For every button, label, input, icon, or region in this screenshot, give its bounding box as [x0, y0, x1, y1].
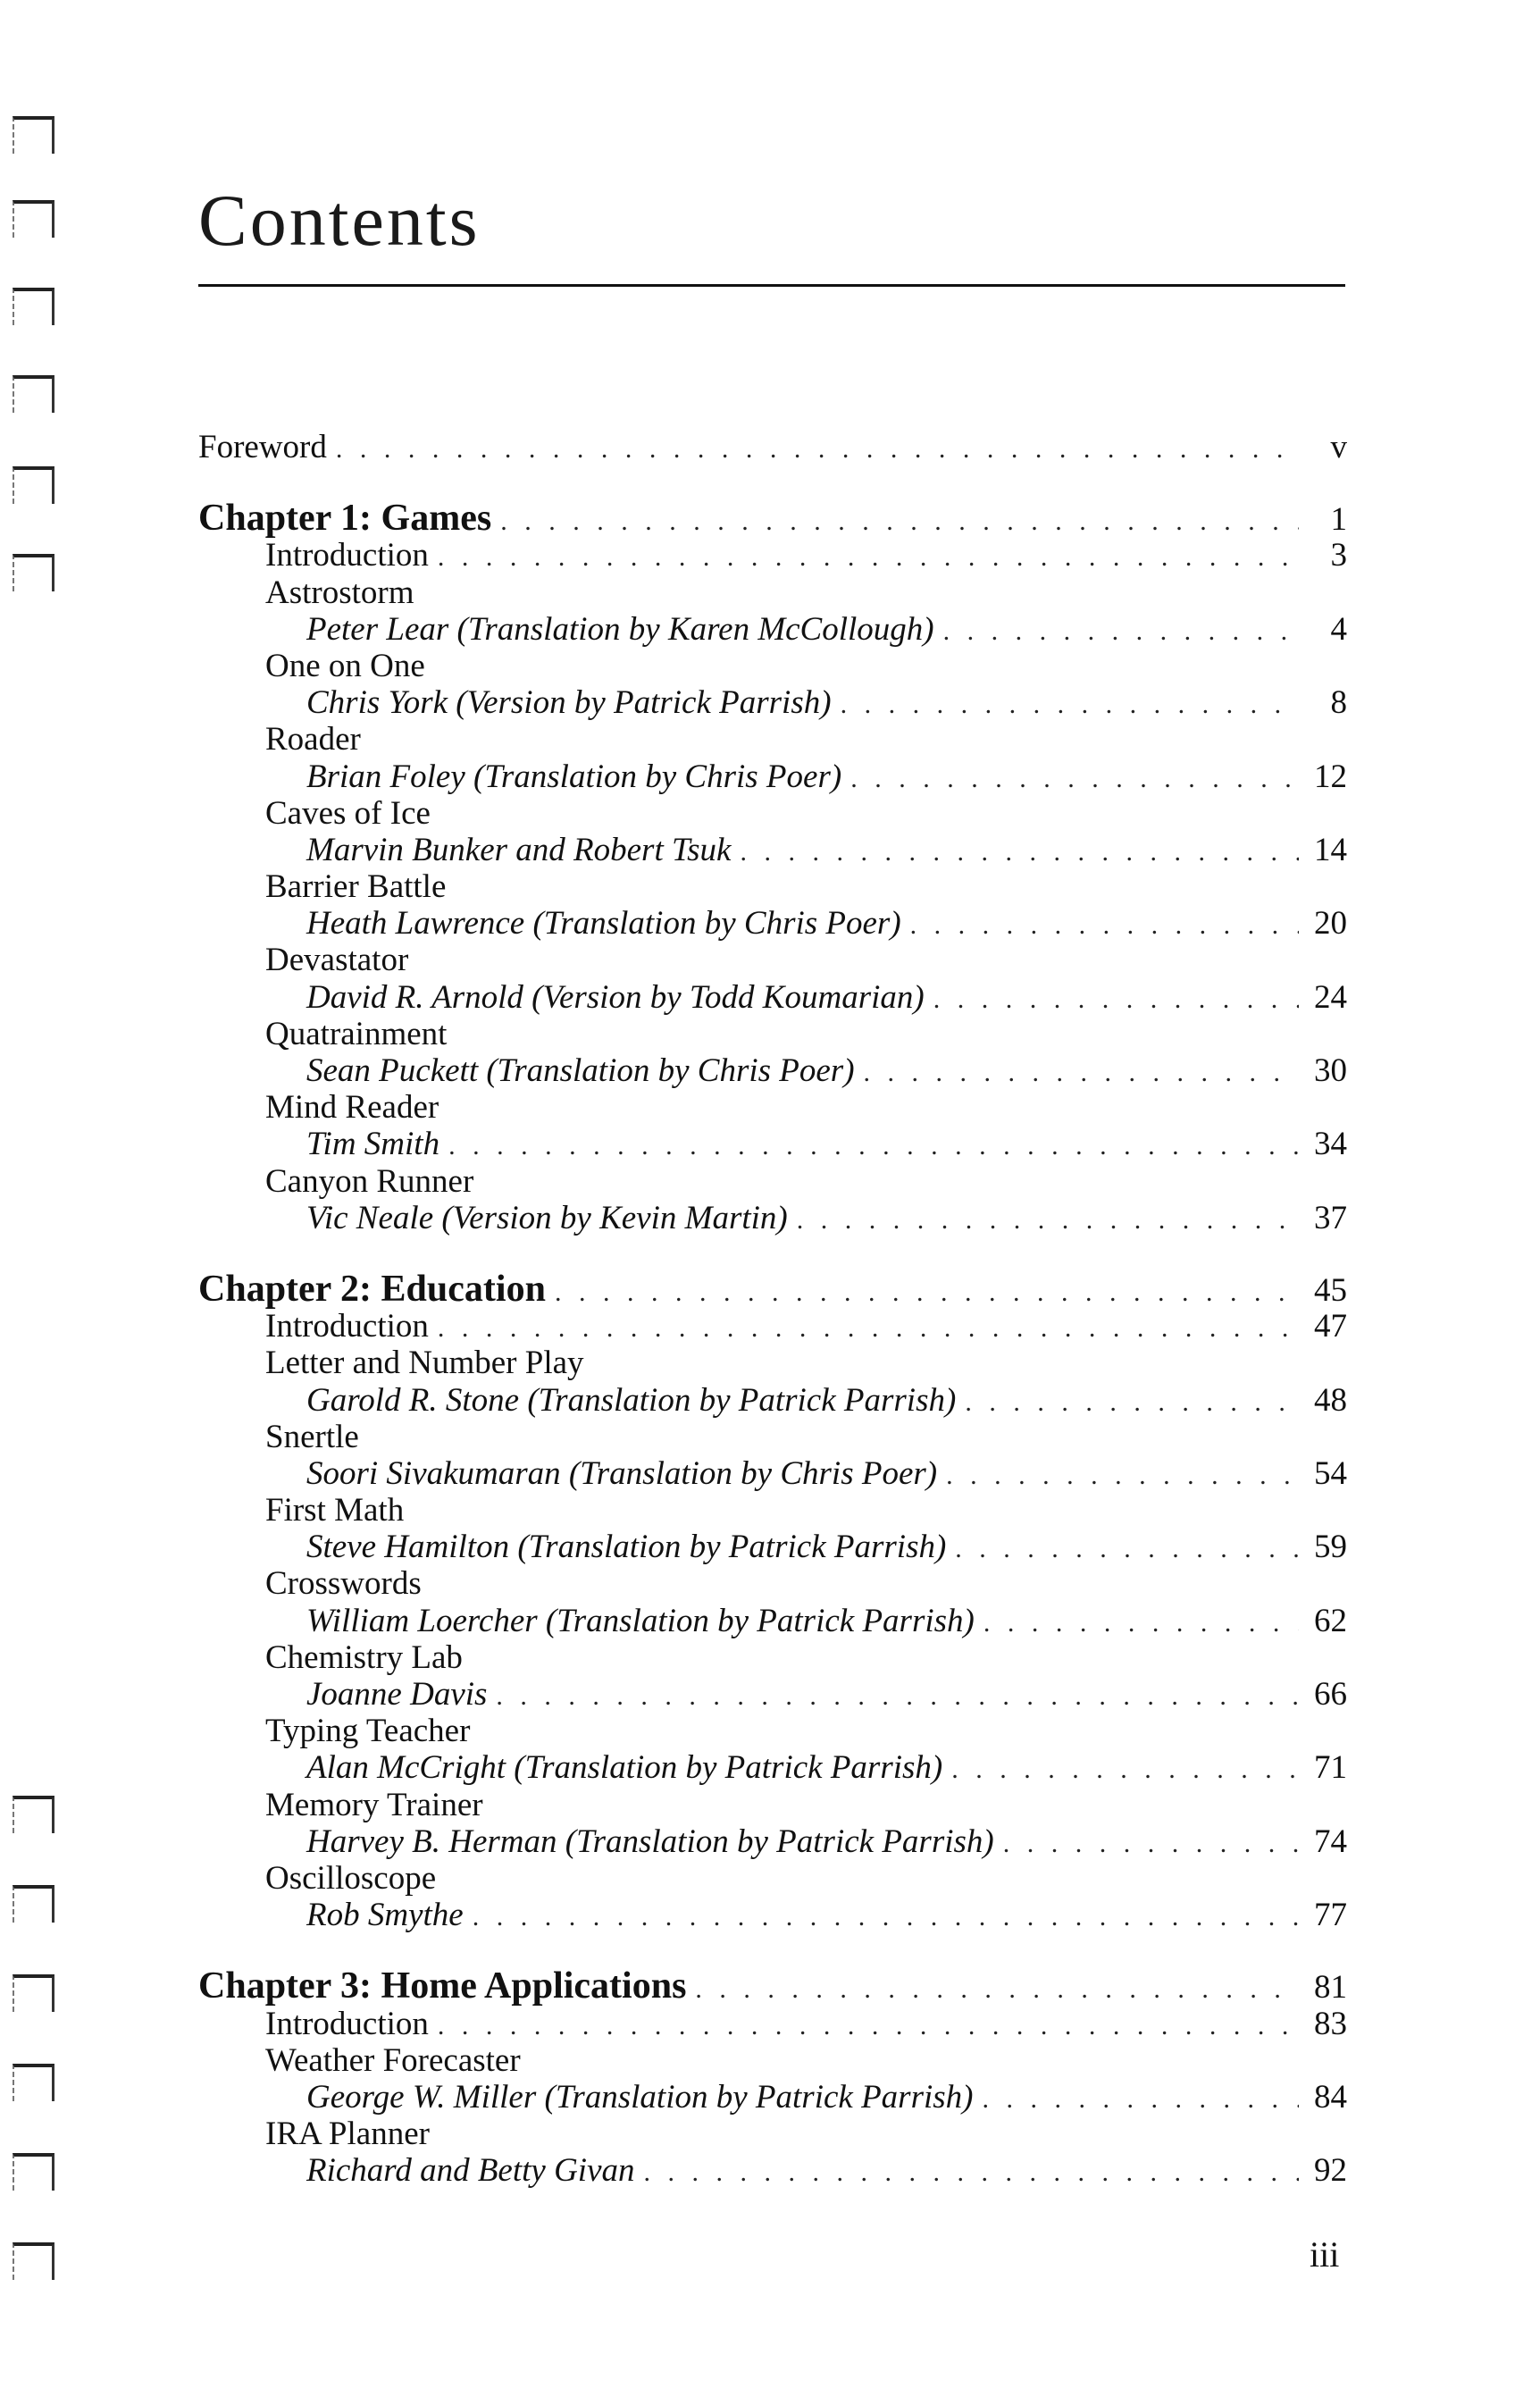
toc-program-entry	[198, 648, 1347, 684]
toc-entry-title: First Math	[265, 1492, 405, 1529]
toc-program-entry	[198, 1419, 1347, 1455]
toc-entry-title: Memory Trainer	[265, 1786, 483, 1823]
toc-entry-title: Peter Lear (Translation by Karen McCollough)	[306, 610, 934, 648]
dot-leader	[740, 834, 1299, 870]
dot-leader	[496, 1678, 1299, 1714]
toc-page-number: 24	[1314, 978, 1347, 1016]
toc-entry-title: Typing Teacher	[265, 1713, 471, 1750]
toc-program-entry	[198, 2116, 1347, 2152]
toc-page-number: 81	[1314, 1969, 1347, 2007]
toc-page-number: 48	[1314, 1381, 1347, 1419]
binding-mark	[13, 554, 54, 591]
toc-page-number: 54	[1314, 1454, 1347, 1492]
toc-author-entry	[198, 1455, 1347, 1492]
toc-author-entry	[198, 1200, 1347, 1236]
dot-leader	[336, 431, 1299, 467]
section-gap	[198, 1933, 1347, 1968]
toc-front-entry	[198, 429, 1347, 465]
toc-entry-title: Caves of Ice	[265, 794, 431, 832]
dot-leader	[910, 907, 1299, 943]
toc-author-entry	[198, 758, 1347, 795]
toc-entry-title: Devastator	[265, 942, 409, 979]
toc-program-entry	[198, 1565, 1347, 1602]
toc-program-entry	[198, 795, 1347, 832]
toc-entry-title: Roader	[265, 721, 361, 758]
toc-page-number: 83	[1314, 2005, 1347, 2042]
page-number: iii	[1310, 2234, 1340, 2275]
toc-entry-title: Heath Lawrence (Translation by Chris Poer)	[306, 905, 901, 943]
toc-entry-title: Steve Hamilton (Translation by Patrick Parrish)	[306, 1529, 947, 1566]
toc-entry-title: Sean Puckett (Translation by Chris Poer)	[306, 1052, 855, 1089]
dot-leader	[946, 1457, 1299, 1494]
toc-program-entry	[198, 1787, 1347, 1823]
page-title: Contents	[198, 180, 481, 261]
toc-page-number: 47	[1314, 1308, 1347, 1345]
toc-entry-title: Rob Smythe	[306, 1897, 464, 1934]
toc-page-number: 59	[1314, 1529, 1347, 1566]
toc-author-entry	[198, 2079, 1347, 2116]
section-gap	[198, 465, 1347, 500]
toc-entry-title: Tim Smith	[306, 1126, 440, 1163]
dot-leader	[448, 1127, 1299, 1164]
toc-program-entry	[198, 1860, 1347, 1897]
toc-author-entry	[198, 1126, 1347, 1162]
toc-page-number: 30	[1314, 1052, 1347, 1089]
dot-leader	[943, 613, 1299, 649]
toc-page-number: 12	[1314, 758, 1347, 795]
toc-entry-title: Letter and Number Play	[265, 1345, 584, 1382]
toc-author-entry	[198, 1676, 1347, 1713]
toc-program-entry	[198, 721, 1347, 758]
toc-page-number: 77	[1314, 1897, 1347, 1934]
dot-leader	[983, 1605, 1299, 1641]
dot-leader	[841, 686, 1299, 723]
toc-entry-title: Mind Reader	[265, 1089, 439, 1127]
toc-author-entry	[198, 1529, 1347, 1565]
toc-entry-title: Weather Forecaster	[265, 2041, 521, 2079]
dot-leader	[955, 1530, 1299, 1567]
toc-section-entry	[198, 1308, 1347, 1345]
toc-chapter-entry	[198, 1965, 1347, 2007]
toc-author-entry	[198, 1603, 1347, 1639]
toc-entry-title: Crosswords	[265, 1565, 422, 1603]
binding-mark	[13, 375, 54, 413]
toc-entry-title: Marvin Bunker and Robert Tsuk	[306, 831, 732, 868]
toc-entry-title: Garold R. Stone (Translation by Patrick Parrish)	[306, 1381, 957, 1419]
toc-author-entry	[198, 684, 1347, 721]
toc-program-entry	[198, 574, 1347, 611]
dot-leader	[864, 1054, 1299, 1091]
binding-mark	[13, 466, 54, 504]
toc-page-number: 1	[1330, 501, 1347, 539]
toc-author-entry	[198, 1382, 1347, 1419]
toc-author-entry	[198, 979, 1347, 1016]
toc-entry-title: Foreword	[198, 429, 327, 465]
toc-program-entry	[198, 1345, 1347, 1381]
toc-page-number: 74	[1314, 1822, 1347, 1860]
table-of-contents	[198, 429, 1347, 2189]
toc-entry-title: Chapter 2: Education	[198, 1268, 546, 1310]
binding-mark	[13, 116, 54, 154]
toc-program-entry	[198, 1492, 1347, 1529]
toc-program-entry	[198, 942, 1347, 978]
toc-entry-title: Chapter 3: Home Applications	[198, 1965, 687, 2007]
toc-section-entry	[198, 2006, 1347, 2042]
toc-page-number: 66	[1314, 1676, 1347, 1713]
binding-mark	[13, 2153, 54, 2191]
toc-author-entry	[198, 1749, 1347, 1786]
section-gap	[198, 1236, 1347, 1271]
dot-leader	[555, 1274, 1299, 1311]
toc-entry-title: IRA Planner	[265, 2116, 430, 2153]
dot-leader	[438, 2007, 1299, 2044]
toc-page-number: 34	[1314, 1126, 1347, 1163]
toc-entry-title: Introduction	[265, 2005, 429, 2042]
toc-entry-title: One on One	[265, 647, 425, 684]
toc-page-number: 20	[1314, 905, 1347, 943]
dot-leader	[695, 1971, 1299, 2007]
dot-leader	[982, 2081, 1299, 2117]
dot-leader	[438, 539, 1299, 575]
toc-entry-title: William Loercher (Translation by Patrick Parrish)	[306, 1602, 975, 1639]
toc-program-entry	[198, 1016, 1347, 1052]
toc-section-entry	[198, 537, 1347, 574]
toc-page-number: 37	[1314, 1199, 1347, 1236]
toc-entry-title: Astrostorm	[265, 574, 414, 611]
toc-author-entry	[198, 611, 1347, 648]
toc-page-number: 92	[1314, 2152, 1347, 2190]
dot-leader	[1003, 1825, 1299, 1862]
binding-mark	[13, 1974, 54, 2012]
toc-page-number: 4	[1330, 610, 1347, 648]
toc-entry-title: Chris York (Version by Patrick Parrish)	[306, 684, 832, 722]
toc-entry-title: Soori Sivakumaran (Translation by Chris Poer)	[306, 1454, 938, 1492]
toc-page-number: v	[1330, 429, 1347, 465]
toc-entry-title: Chapter 1: Games	[198, 498, 492, 540]
dot-leader	[933, 981, 1299, 1018]
toc-author-entry	[198, 1897, 1347, 1933]
toc-program-entry	[198, 1089, 1347, 1126]
dot-leader	[965, 1384, 1299, 1420]
toc-page-number: 8	[1330, 684, 1347, 722]
toc-entry-title: Joanne Davis	[306, 1676, 488, 1713]
toc-program-entry	[198, 1713, 1347, 1749]
binding-mark	[13, 2064, 54, 2101]
toc-program-entry	[198, 868, 1347, 905]
toc-entry-title: Introduction	[265, 537, 429, 574]
toc-entry-title: David R. Arnold (Version by Todd Koumarian)	[306, 978, 925, 1016]
toc-author-entry	[198, 2152, 1347, 2189]
toc-page-number: 62	[1314, 1602, 1347, 1639]
toc-author-entry	[198, 832, 1347, 868]
dot-leader	[850, 760, 1299, 797]
toc-entry-title: Vic Neale (Version by Kevin Martin)	[306, 1199, 788, 1236]
dot-leader	[500, 503, 1299, 540]
toc-entry-title: Alan McCright (Translation by Patrick Parrish)	[306, 1749, 943, 1787]
toc-page-number: 14	[1314, 831, 1347, 868]
toc-entry-title: Brian Foley (Translation by Chris Poer)	[306, 758, 842, 795]
toc-entry-title: Introduction	[265, 1308, 429, 1345]
dot-leader	[797, 1202, 1299, 1238]
title-rule	[198, 284, 1345, 287]
dot-leader	[644, 2154, 1299, 2191]
toc-chapter-entry	[198, 1268, 1347, 1310]
toc-author-entry	[198, 1823, 1347, 1860]
toc-entry-title: Quatrainment	[265, 1015, 448, 1052]
dot-leader	[438, 1310, 1299, 1346]
binding-mark	[13, 1796, 54, 1833]
toc-page-number: 71	[1314, 1749, 1347, 1787]
toc-program-entry	[198, 1639, 1347, 1676]
toc-program-entry	[198, 2042, 1347, 2079]
toc-entry-title: George W. Miller (Translation by Patrick Parrish)	[306, 2078, 974, 2116]
toc-author-entry	[198, 1052, 1347, 1089]
binding-mark	[13, 2242, 54, 2280]
toc-chapter-entry	[198, 498, 1347, 540]
binding-mark	[13, 200, 54, 238]
toc-author-entry	[198, 905, 1347, 942]
binding-mark	[13, 288, 54, 325]
toc-page-number: 3	[1330, 537, 1347, 574]
toc-entry-title: Snertle	[265, 1418, 359, 1455]
toc-entry-title: Richard and Betty Givan	[306, 2152, 635, 2190]
toc-entry-title: Harvey B. Herman (Translation by Patrick Parrish)	[306, 1822, 994, 1860]
toc-entry-title: Canyon Runner	[265, 1162, 474, 1200]
toc-entry-title: Barrier Battle	[265, 868, 447, 906]
toc-page-number: 84	[1314, 2078, 1347, 2116]
toc-program-entry	[198, 1163, 1347, 1200]
binding-mark	[13, 1885, 54, 1923]
dot-leader	[951, 1751, 1299, 1788]
toc-entry-title: Chemistry Lab	[265, 1638, 463, 1676]
toc-page-number: 45	[1314, 1271, 1347, 1309]
dot-leader	[473, 1898, 1299, 1935]
toc-entry-title: Oscilloscope	[265, 1859, 437, 1897]
